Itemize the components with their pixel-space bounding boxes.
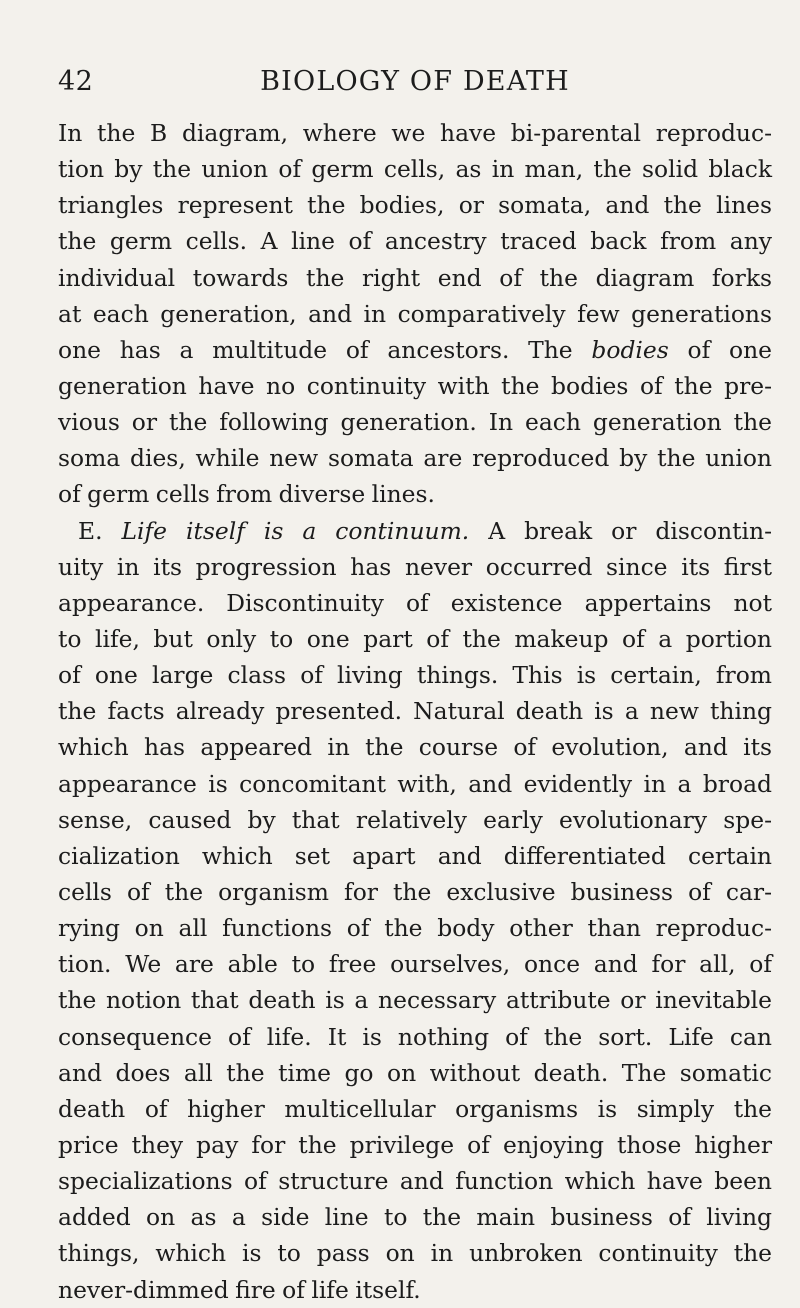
text-line: individual towards the right end of the diagram forks xyxy=(58,263,772,292)
text-line: death of higher multicellular organisms is simply the xyxy=(58,1094,772,1123)
text-line: triangles represent the bodies, or somata, and the lines xyxy=(58,191,772,220)
text-line: of germ cells from diverse lines. xyxy=(58,480,435,509)
text-run: of one xyxy=(668,335,772,364)
text-line: generation have no continuity with the bodies of the pre- xyxy=(58,371,772,400)
text-line: tion. We are able to free ourselves, once and for all, of xyxy=(58,950,772,979)
text-line: added on as a side line to the main business of living xyxy=(58,1203,772,1232)
text-line: specializations of structure and function which have been xyxy=(58,1167,772,1196)
text-run: one has a multitude of ancestors. The xyxy=(58,335,592,364)
text-line: soma dies, while new somata are reproduced by the union xyxy=(58,444,772,473)
page-header xyxy=(58,64,772,104)
text-line: In the B diagram, where we have bi-parental reproduc- xyxy=(58,119,772,147)
text-line: rying on all functions of the body other than reproduc- xyxy=(58,914,772,943)
text-line: which has appeared in the course of evolution, and its xyxy=(58,733,772,762)
text-line: cells of the organism for the exclusive business of car- xyxy=(58,877,772,906)
text-line: appearance is concomitant with, and evidently in a broad xyxy=(58,769,772,798)
text-line: cialization which set apart and differentiated certain xyxy=(58,841,772,870)
text-line: the germ cells. A line of ancestry traced back from any xyxy=(58,227,772,256)
text-line: the facts already presented. Natural death is a new thing xyxy=(58,697,772,726)
italic-heading: Life itself is a continuum. xyxy=(121,516,470,545)
text-run: E. xyxy=(78,516,122,545)
text-line: and does all the time go on without death. The somatic xyxy=(58,1058,772,1087)
text-line: never-dimmed fire of life itself. xyxy=(58,1275,421,1304)
text-line: vious or the following generation. In each generation the xyxy=(58,408,772,437)
text-line xyxy=(58,513,772,549)
text-line: tion by the union of germ cells, as in man, the solid black xyxy=(58,155,772,184)
text-line: consequence of life. It is nothing of the sort. Life can xyxy=(58,1022,772,1051)
running-title: BIOLOGY OF DEATH xyxy=(260,66,570,97)
text-line: things, which is to pass on in unbroken continuity the xyxy=(58,1239,772,1268)
text-line: to life, but only to one part of the makeup of a portion xyxy=(58,624,772,653)
text-line: price they pay for the privilege of enjoying those higher xyxy=(58,1130,772,1159)
page-number: 42 xyxy=(58,66,94,97)
text-line: the notion that death is a necessary attribute or inevitable xyxy=(58,986,772,1015)
text-line: sense, caused by that relatively early evolutionary spe- xyxy=(58,805,772,834)
text-run: A break or discontin- xyxy=(469,516,772,545)
italic-emphasis: bodies xyxy=(591,335,669,364)
text-line: appearance. Discontinuity of existence appertains not xyxy=(58,588,772,617)
body-text xyxy=(58,115,772,1308)
text-line: of one large class of living things. This is certain, from xyxy=(58,661,772,690)
text-line: uity in its progression has never occurred since its first xyxy=(58,552,772,581)
text-line: at each generation, and in comparatively few generations xyxy=(58,299,772,328)
text-line xyxy=(58,332,772,368)
